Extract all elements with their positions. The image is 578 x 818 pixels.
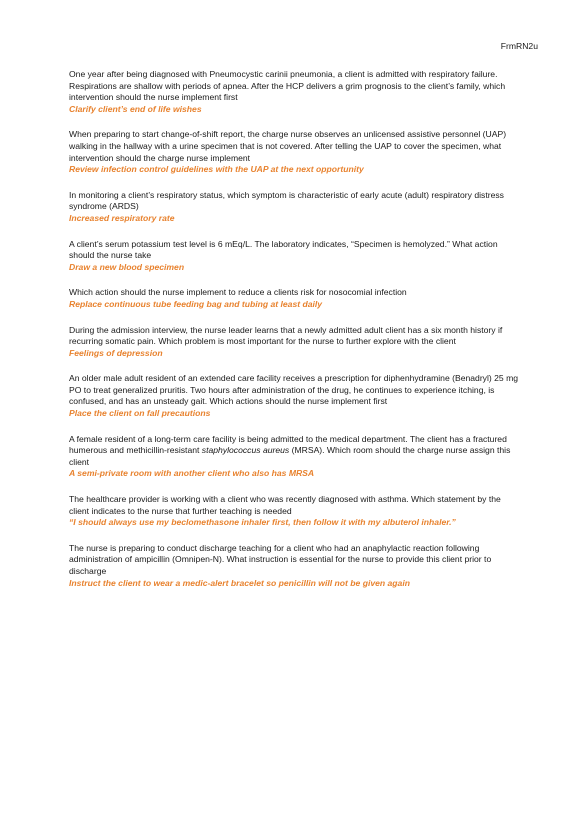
answer-text: “I should always use my beclomethasone inhaler first, then follow it with my albuterol inhaler.” bbox=[69, 517, 456, 528]
question-text: In monitoring a client’s respiratory status, which symptom is characteristic of early acute (adult) respiratory distress syndrome (ARDS) bbox=[69, 189, 504, 212]
qa-item bbox=[69, 373, 519, 419]
answer-text: Instruct the client to wear a medic-alert bracelet so penicillin will not be given again bbox=[69, 577, 410, 588]
question-text-after: (MRSA). Which room should the charge nurse assign this client bbox=[69, 445, 511, 467]
organism-name-italic: staphylococcus aureus bbox=[201, 445, 290, 456]
question-text: The nurse is preparing to conduct discharge teaching for a client who had an anaphylactic reaction following administration of ampicillin (Omnipen-N). What instruction is essential for the nurse to provide this client prior to discharge bbox=[69, 542, 492, 576]
qa-item bbox=[69, 129, 519, 175]
qa-item bbox=[69, 434, 519, 480]
qa-item bbox=[69, 325, 519, 360]
answer-text: Draw a new blood specimen bbox=[69, 261, 185, 272]
qa-item bbox=[69, 190, 519, 225]
document-code: FrmRN2u bbox=[500, 41, 538, 51]
question-answer-list bbox=[69, 69, 519, 603]
question-text: Which action should the nurse implement to reduce a clients risk for nosocomial infection bbox=[69, 287, 407, 298]
question-text: During the admission interview, the nurse leader learns that a newly admitted adult client has a six month history if recurring somatic pain. Which problem is most important for the nurse to further explore with the client bbox=[69, 324, 503, 347]
answer-text: Review infection control guidelines with the UAP at the next opportunity bbox=[69, 164, 364, 175]
question-text: The healthcare provider is working with a client who was recently diagnosed with asthma. Which statement by the client indicates to the nurse that further teaching is needed bbox=[69, 494, 501, 516]
question-text: A client’s serum potassium test level is 6 mEq/L. The laboratory indicates, “Specimen is hemolyzed.” What action should the nurse take bbox=[69, 238, 498, 261]
question-text: One year after being diagnosed with Pneumocystic carinii pneumonia, a client is admitted with respiratory failure. Respirations are shallow with periods of apnea. After the HCP delivers a grim prognosis to the client’s family, which intervention should the nurse implement first bbox=[69, 69, 506, 103]
answer-text: Feelings of depression bbox=[69, 347, 163, 358]
answer-text: Increased respiratory rate bbox=[69, 212, 175, 223]
answer-text: Replace continuous tube feeding bag and tubing at least daily bbox=[69, 298, 323, 309]
question-text: An older male adult resident of an extended care facility receives a prescription for diphenhydramine (Benadryl) 25 mg PO to treat generalized pruritis. Two hours after administration of the drug, he continues to experience itching, is confused, and has an unsteady gait. Which actions should the nurse implement first bbox=[69, 373, 519, 407]
qa-item bbox=[69, 239, 519, 274]
qa-item bbox=[69, 494, 519, 529]
question-text: When preparing to start change-of-shift report, the charge nurse observes an unlicensed assistive personnel (UAP) walking in the hallway with a urine specimen that is not covered. After telling the UAP to cover the specimen, what intervention should the charge nurse implement bbox=[69, 129, 507, 163]
question-text-before: A female resident of a long-term care facility is being admitted to the medical department. The client has a fractured humerous and methicillin-resistant bbox=[69, 433, 507, 456]
qa-item bbox=[69, 287, 519, 310]
question-text bbox=[69, 434, 519, 469]
answer-text: A semi-private room with another client who also has MRSA bbox=[69, 468, 315, 479]
qa-item bbox=[69, 69, 519, 115]
answer-text: Clarify client’s end of life wishes bbox=[69, 103, 202, 114]
answer-text: Place the client on fall precautions bbox=[69, 408, 211, 419]
qa-item bbox=[69, 543, 519, 589]
